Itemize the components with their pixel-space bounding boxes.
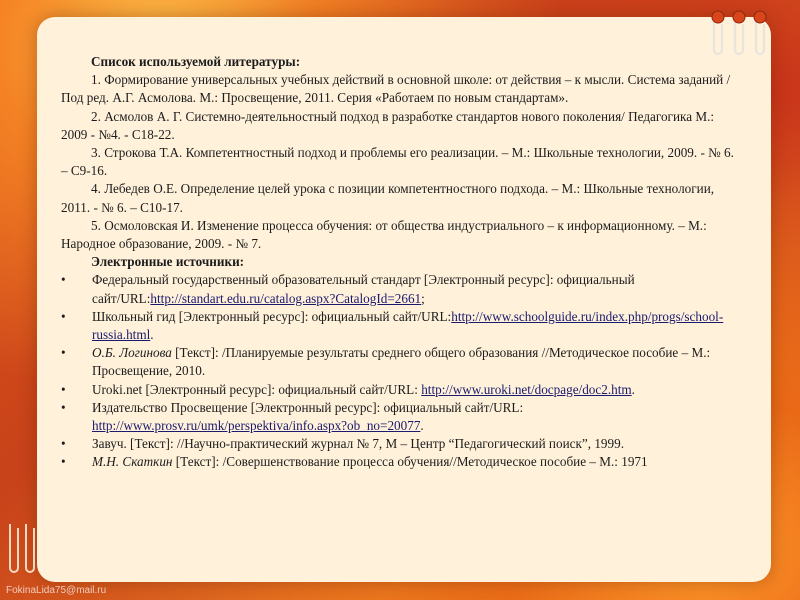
literature-heading: Список используемой литературы: xyxy=(91,54,301,69)
list-item xyxy=(61,308,741,344)
list-item xyxy=(61,453,741,471)
literature-item: 3. Строкова Т.А. Компетентностный подход и проблемы его реализации. – М.: Школьные технологии, 2009. - № 6. – С9-16. xyxy=(61,145,734,179)
literature-item: 5. Осмоловская И. Изменение процесса обучения: от общества индустриального – к информационному. – М.: Народное образование, 2009. - № 7. xyxy=(61,217,707,252)
bullet-icon: • xyxy=(61,399,66,415)
list-item xyxy=(61,381,741,399)
bullet-icon: • xyxy=(61,381,66,397)
list-item xyxy=(61,399,741,435)
list-item xyxy=(61,344,741,380)
source-author: О.Б. Логинова xyxy=(92,345,172,361)
electronic-sources-list xyxy=(61,271,741,471)
bullet-icon: • xyxy=(61,272,66,288)
source-suffix: . xyxy=(420,418,424,434)
list-item xyxy=(61,435,741,453)
source-link[interactable]: http://standart.edu.ru/catalog.aspx?CatalogId=2661 xyxy=(150,290,422,306)
source-text: Школьный гид [Электронный ресурс]: официальный сайт/URL: xyxy=(92,308,452,324)
literature-item: 2. Асмолов А. Г. Системно-деятельностный подход в разработке стандартов нового поколения/ Педагогика М.: 2009 - №4. - С18-22. xyxy=(61,108,715,142)
document-body xyxy=(61,53,741,472)
source-text: Федеральный государственный образовательный стандарт [Электронный ресурс]: официальный сайт/URL: xyxy=(92,272,635,306)
source-text: Uroki.net [Электронный ресурс]: официальный сайт/URL: xyxy=(92,381,422,397)
source-suffix: . xyxy=(631,381,635,397)
literature-item: 4. Лебедев О.Е. Определение целей урока с позиции компетентностного подхода. – М.: Школьные технологии, 2011. - № 6. – С10-17. xyxy=(61,181,715,215)
bullet-icon: • xyxy=(61,345,66,361)
bullet-icon: • xyxy=(61,436,66,452)
source-author: М.Н. Скаткин xyxy=(92,454,173,470)
electronic-heading: Электронные источники: xyxy=(91,254,245,270)
side-clips-icon xyxy=(6,520,40,580)
bullet-icon: • xyxy=(61,454,66,470)
literature-item: 1. Формирование универсальных учебных действий в основной школе: от действия – к мысли. Система заданий /Под ред. А.Г. Асмолова. М.: Просвещение, 2011. Серия «Работаем по новым стандартам». xyxy=(61,72,731,106)
bullet-icon: • xyxy=(61,308,66,324)
source-suffix: ; xyxy=(421,290,425,306)
source-suffix: . xyxy=(150,327,154,343)
source-link[interactable]: http://www.uroki.net/docpage/doc2.htm xyxy=(421,381,632,397)
source-text: [Текст]: /Планируемые результаты среднего общего образования //Методическое пособие – М.: Просвещение, 2010. xyxy=(92,345,711,379)
source-text: Завуч. [Текст]: //Научно-практический журнал № 7, М – Центр “Педагогический поиск”, 1999. xyxy=(92,436,625,452)
watermark: FokinaLida75@mail.ru xyxy=(6,585,107,596)
source-text: [Текст]: /Совершенствование процесса обучения//Методическое пособие – М.: 1971 xyxy=(172,454,648,470)
source-link[interactable]: http://www.schoolguide.ru/index.php/progs/school-russia.html xyxy=(92,308,724,343)
source-link[interactable]: http://www.prosv.ru/umk/perspektiva/info.aspx?ob_no=20077 xyxy=(92,418,421,434)
list-item xyxy=(61,271,741,307)
source-text: Издательство Просвещение [Электронный ресурс]: официальный сайт/URL: xyxy=(92,399,524,415)
